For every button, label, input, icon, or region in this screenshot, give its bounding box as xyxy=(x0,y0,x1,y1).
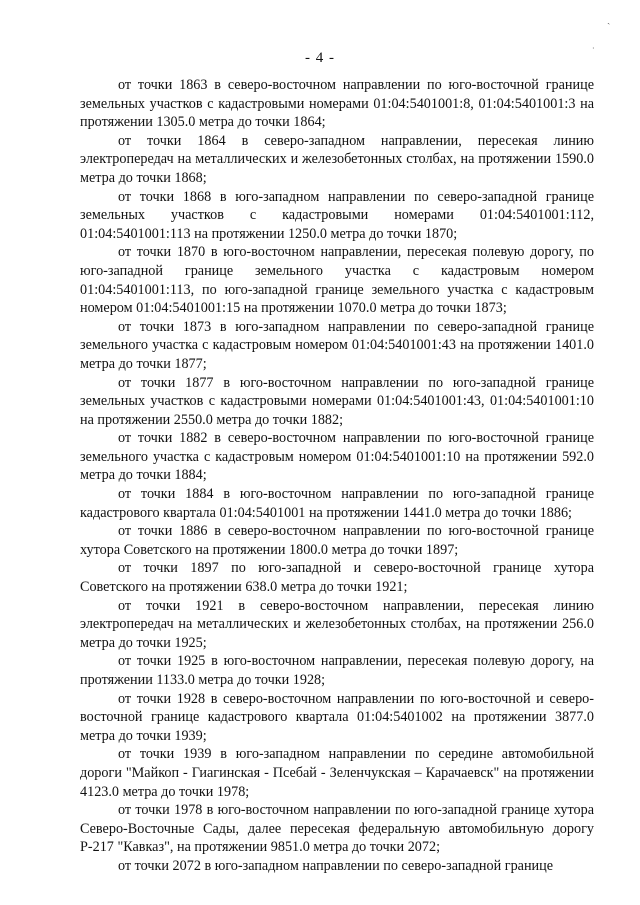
paragraph-3: от точки 1868 в юго-западном направлении по северо-западной границе земельных участков с кадастровыми номерами 01:04:5401001:112, 01:04:5401001:113 на протяжении 1250.0 метра до точки 1870; xyxy=(80,188,594,242)
paragraph-7: от точки 1882 в северо-восточном направлении по юго-восточной границе земельного участка с кадастровым номером 01:04:5401001:10 на протяжении 592.0 метра до точки 1884; xyxy=(80,430,594,484)
paragraph-2: от точки 1864 в северо-западном направлении, пересекая линию электропередач на металлических и железобетонных столбах, на протяжении 1590.0 метра до точки 1868; xyxy=(80,132,594,186)
paragraph-14: от точки 1939 в юго-западном направлении по середине автомобильной дороги "Майкоп - Гиагинская - Псебай - Зеленчукская – Карачаевск" на протяжении 4123.0 метра до точки 1978; xyxy=(80,746,594,800)
paragraph-6: от точки 1877 в юго-восточном направлении по юго-западной границе земельных участков с кадастровыми номерами 01:04:5401001:43, 01:04:5401001:10 на протяжении 2550.0 метра до точки 1882; xyxy=(80,374,594,428)
paragraph-8: от точки 1884 в юго-восточном направлении по юго-западной границе кадастрового квартала 01:04:5401001 на протяжении 1441.0 метра до точки 1886; xyxy=(80,486,594,521)
paragraph-12: от точки 1925 в юго-восточном направлении, пересекая полевую дорогу, на протяжении 1133.0 метра до точки 1928; xyxy=(80,653,594,688)
paragraph-4: от точки 1870 в юго-восточном направлении, пересекая полевую дорогу, по юго-западной границе земельного участка с кадастровым номером 01:04:5401001:113, по юго-западной границе земельного участка с кадастровым номером 01:04:5401001:15 на протяжении 1070.0 метра до точки 1873; xyxy=(80,244,594,317)
paragraph-15: от точки 1978 в юго-восточном направлении по юго-западной границе хутора Северо-Восточные Сады, далее пересекая федеральную автомобильную дорогу Р-217 "Кавказ", на протяжении 9851.0 метра до точки 2072; xyxy=(80,802,594,856)
paragraph-9: от точки 1886 в северо-восточном направлении по юго-восточной границе хутора Советского на протяжении 1800.0 метра до точки 1897; xyxy=(80,523,594,558)
page-number: - 4 - xyxy=(305,50,335,66)
paragraph-5: от точки 1873 в юго-западном направлении по северо-западной границе земельного участка с кадастровым номером 01:04:5401001:43 на протяжении 1401.0 метра до точки 1877; xyxy=(80,318,594,372)
paragraph-13: от точки 1928 в северо-восточном направлении по юго-восточной и северо-восточной границе кадастрового квартала 01:04:5401002 на протяжении 3877.0 метра до точки 1939; xyxy=(80,690,594,744)
paragraph-10: от точки 1897 по юго-западной и северо-восточной границе хутора Советского на протяжении 638.0 метра до точки 1921; xyxy=(80,560,594,596)
corner-mark: ˎ xyxy=(607,14,611,25)
paragraph-1: от точки 1863 в северо-восточном направлении по юго-восточной границе земельных участков с кадастровыми номерами 01:04:5401001:8, 01:04:5401001:3 на протяжении 1305.0 метра до точки 1864; xyxy=(80,77,594,131)
paragraph-16: от точки 2072 в юго-западном направлении по северо-западной границе xyxy=(118,857,554,874)
corner-dot: · xyxy=(592,44,595,53)
paragraph-11: от точки 1921 в северо-восточном направлении, пересекая линию электропередач на металлических и железобетонных столбах, на протяжении 256.0 метра до точки 1925; xyxy=(80,597,594,651)
document-body xyxy=(80,76,594,876)
